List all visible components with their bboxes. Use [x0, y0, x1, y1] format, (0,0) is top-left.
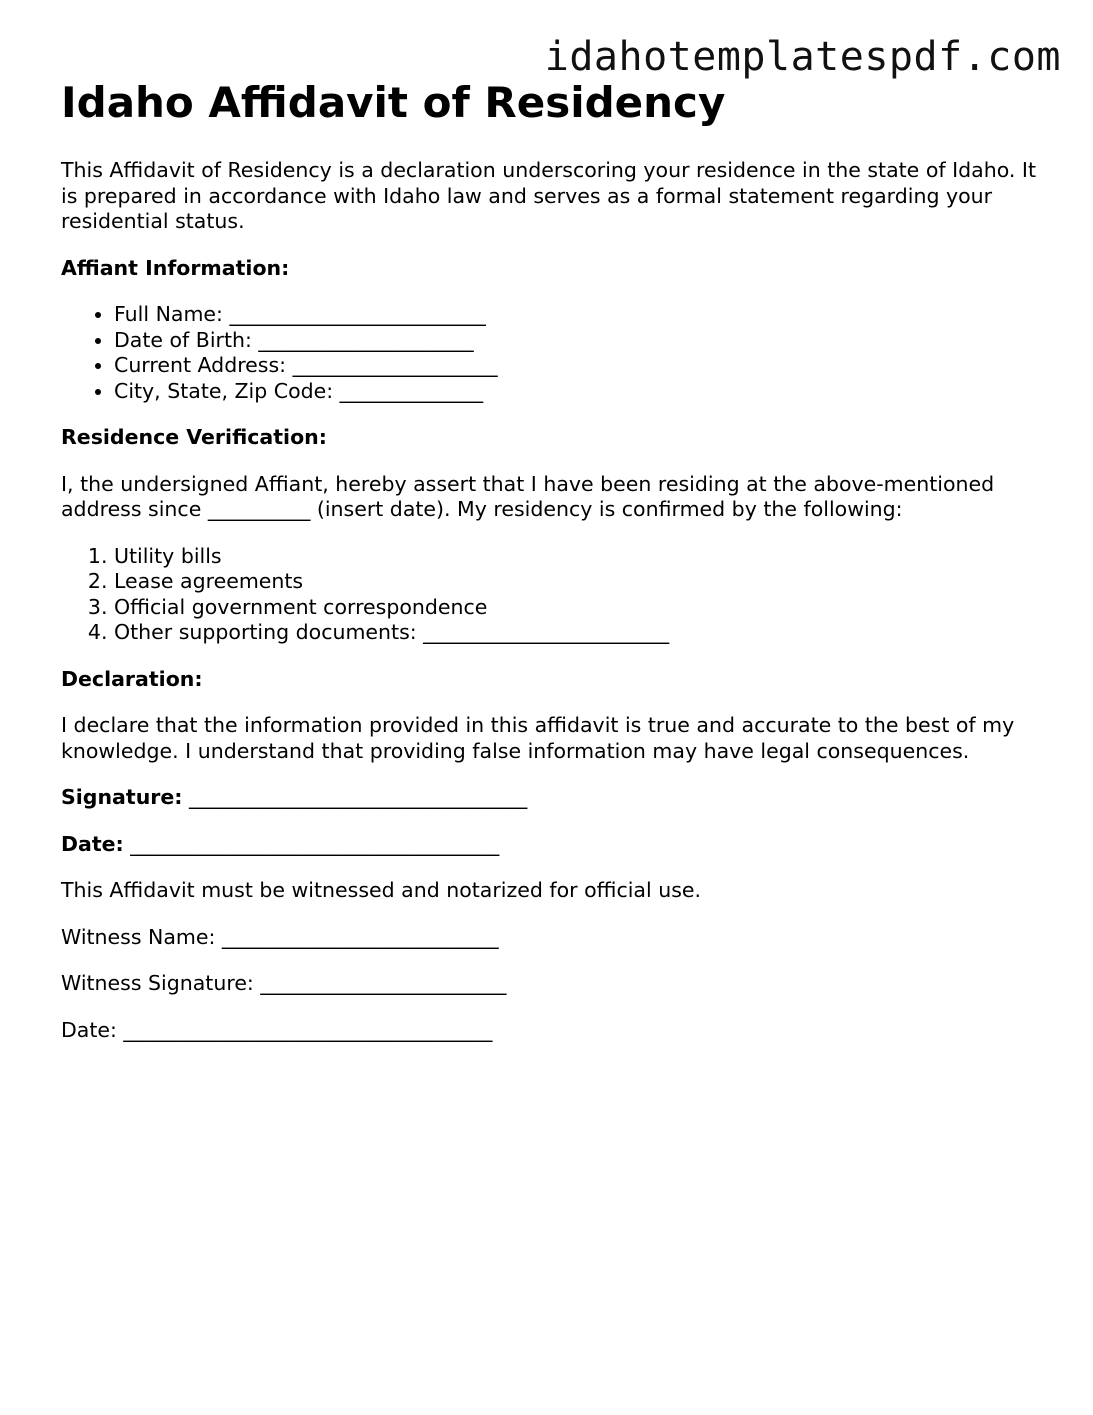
affiant-heading: Affiant Information: [61, 255, 290, 280]
current-address-field: • Current Address: ____________________ [114, 353, 1051, 379]
evidence-item: 2. Lease agreements [114, 569, 1051, 595]
date-of-birth-field: • Date of Birth: _____________________ [114, 328, 1051, 354]
declaration-heading: Declaration: [61, 666, 203, 691]
full-name-field: • Full Name: _________________________ [114, 302, 1051, 328]
watermark: idahotemplatespdf.com [544, 34, 1061, 80]
evidence-item: 3. Official government correspondence [114, 595, 1051, 621]
residence-statement: I, the undersigned Affiant, hereby assert that I have been residing at the above-mentioned address since __________ (insert date). My residency is confirmed by the following: [61, 471, 995, 521]
date-label: Date: [61, 831, 124, 856]
document-page [61, 76, 1051, 1043]
witness-name-line: Witness Name: ___________________________ [61, 924, 499, 949]
residence-evidence-list [61, 544, 1051, 646]
intro-paragraph: This Affidavit of Residency is a declaration underscoring your residence in the state of Idaho. It is prepared in accordance with Idaho law and serves as a formal statement regarding your residential status. [61, 158, 1037, 233]
city-state-zip-field: • City, State, Zip Code: ______________ [114, 379, 1051, 405]
signature-line [61, 785, 1051, 811]
date-line [61, 832, 1051, 858]
witness-signature-line: Witness Signature: ________________________ [61, 971, 507, 995]
notary-note: This Affidavit must be witnessed and notarized for official use. [61, 878, 702, 902]
signature-label: Signature: [61, 785, 183, 809]
declaration-text: I declare that the information provided in this affidavit is true and accurate to the best of my knowledge. I understand that providing false information may have legal consequences. [61, 713, 1015, 763]
affiant-fields-list [61, 302, 1051, 404]
witness-date-line: Date: ____________________________________ [61, 1017, 493, 1042]
date-blank: ____________________________________ [123, 831, 500, 856]
residence-heading: Residence Verification: [61, 425, 327, 449]
evidence-item: 1. Utility bills [114, 544, 1051, 570]
signature-blank: _________________________________ [182, 785, 528, 809]
page-title: Idaho Affidavit of Residency [61, 78, 726, 127]
evidence-item-other: 4. Other supporting documents: ________________________ [114, 620, 1051, 646]
